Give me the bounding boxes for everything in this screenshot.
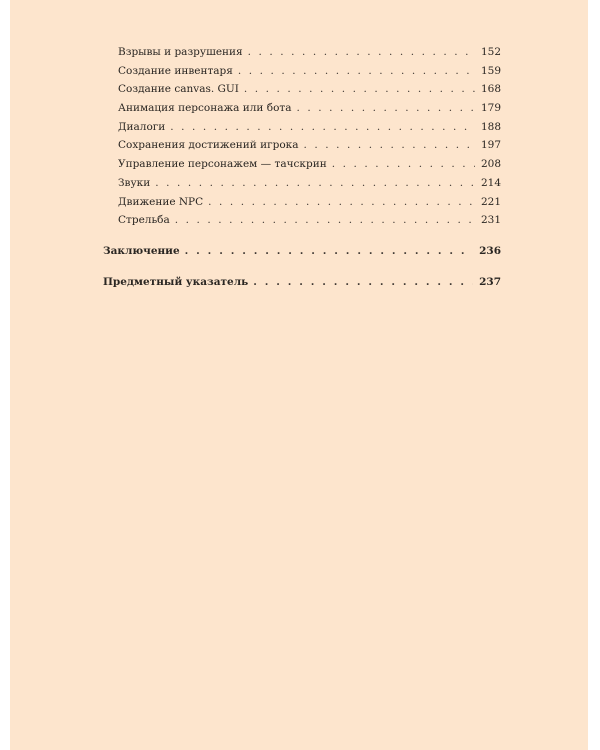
dot-leader: [296, 102, 474, 114]
toc-entry-page: 214: [480, 176, 501, 189]
toc-entry-title: Управление персонажем — тачскрин: [118, 158, 327, 171]
toc-entry-page: 237: [479, 275, 501, 288]
toc-entry-page: 231: [480, 214, 501, 227]
toc-entry-page: 188: [480, 120, 501, 133]
toc-entry-title: Звуки: [118, 176, 151, 189]
toc-entry-conclusion: [103, 245, 501, 264]
toc-entry: [103, 139, 501, 158]
toc-entry-title: Создание canvas. GUI: [118, 83, 239, 96]
toc-entry: [103, 196, 501, 215]
dot-leader: [244, 83, 475, 95]
toc-entry-page: 208: [480, 158, 501, 171]
toc-entry: [103, 65, 501, 84]
toc-entry-title: Предметный указатель: [103, 275, 249, 288]
toc-entry: [103, 214, 501, 233]
toc-entry: [103, 46, 501, 65]
toc-entry-title: Заключение: [103, 244, 180, 257]
dot-leader: [253, 276, 473, 288]
toc-entry: [103, 83, 501, 102]
toc-entry: [103, 102, 501, 121]
dot-leader: [175, 214, 475, 226]
dot-leader: [303, 139, 474, 151]
toc-entry-title: Создание инвентаря: [118, 64, 233, 77]
toc-entry-page: 168: [480, 83, 501, 96]
table-of-contents: [103, 46, 501, 294]
toc-entry-page: 197: [480, 139, 501, 152]
dot-leader: [155, 177, 475, 189]
toc-entry: [103, 177, 501, 196]
toc-entry-page: 179: [480, 102, 501, 115]
toc-entry-title: Движение NPC: [118, 195, 204, 208]
dot-leader: [238, 65, 475, 77]
toc-entry-page: 159: [480, 64, 501, 77]
toc-entry: [103, 158, 501, 177]
dot-leader: [185, 245, 473, 257]
dot-leader: [170, 121, 475, 133]
toc-entry-title: Диалоги: [118, 120, 166, 133]
toc-entry-title: Анимация персонажа или бота: [118, 102, 292, 115]
toc-entry-page: 221: [480, 195, 501, 208]
toc-entry-page: 152: [480, 46, 501, 58]
toc-entry: [103, 121, 501, 140]
dot-leader: [332, 158, 475, 170]
toc-entry-title: Сохранения достижений игрока: [118, 139, 299, 152]
toc-entry-page: 236: [479, 244, 501, 257]
toc-entry-index: [103, 276, 501, 295]
dot-leader: [208, 196, 475, 208]
toc-entry-title: Взрывы и разрушения: [118, 46, 243, 58]
book-page: [10, 0, 588, 750]
toc-entry-title: Стрельба: [118, 214, 170, 227]
dot-leader: [248, 46, 475, 58]
